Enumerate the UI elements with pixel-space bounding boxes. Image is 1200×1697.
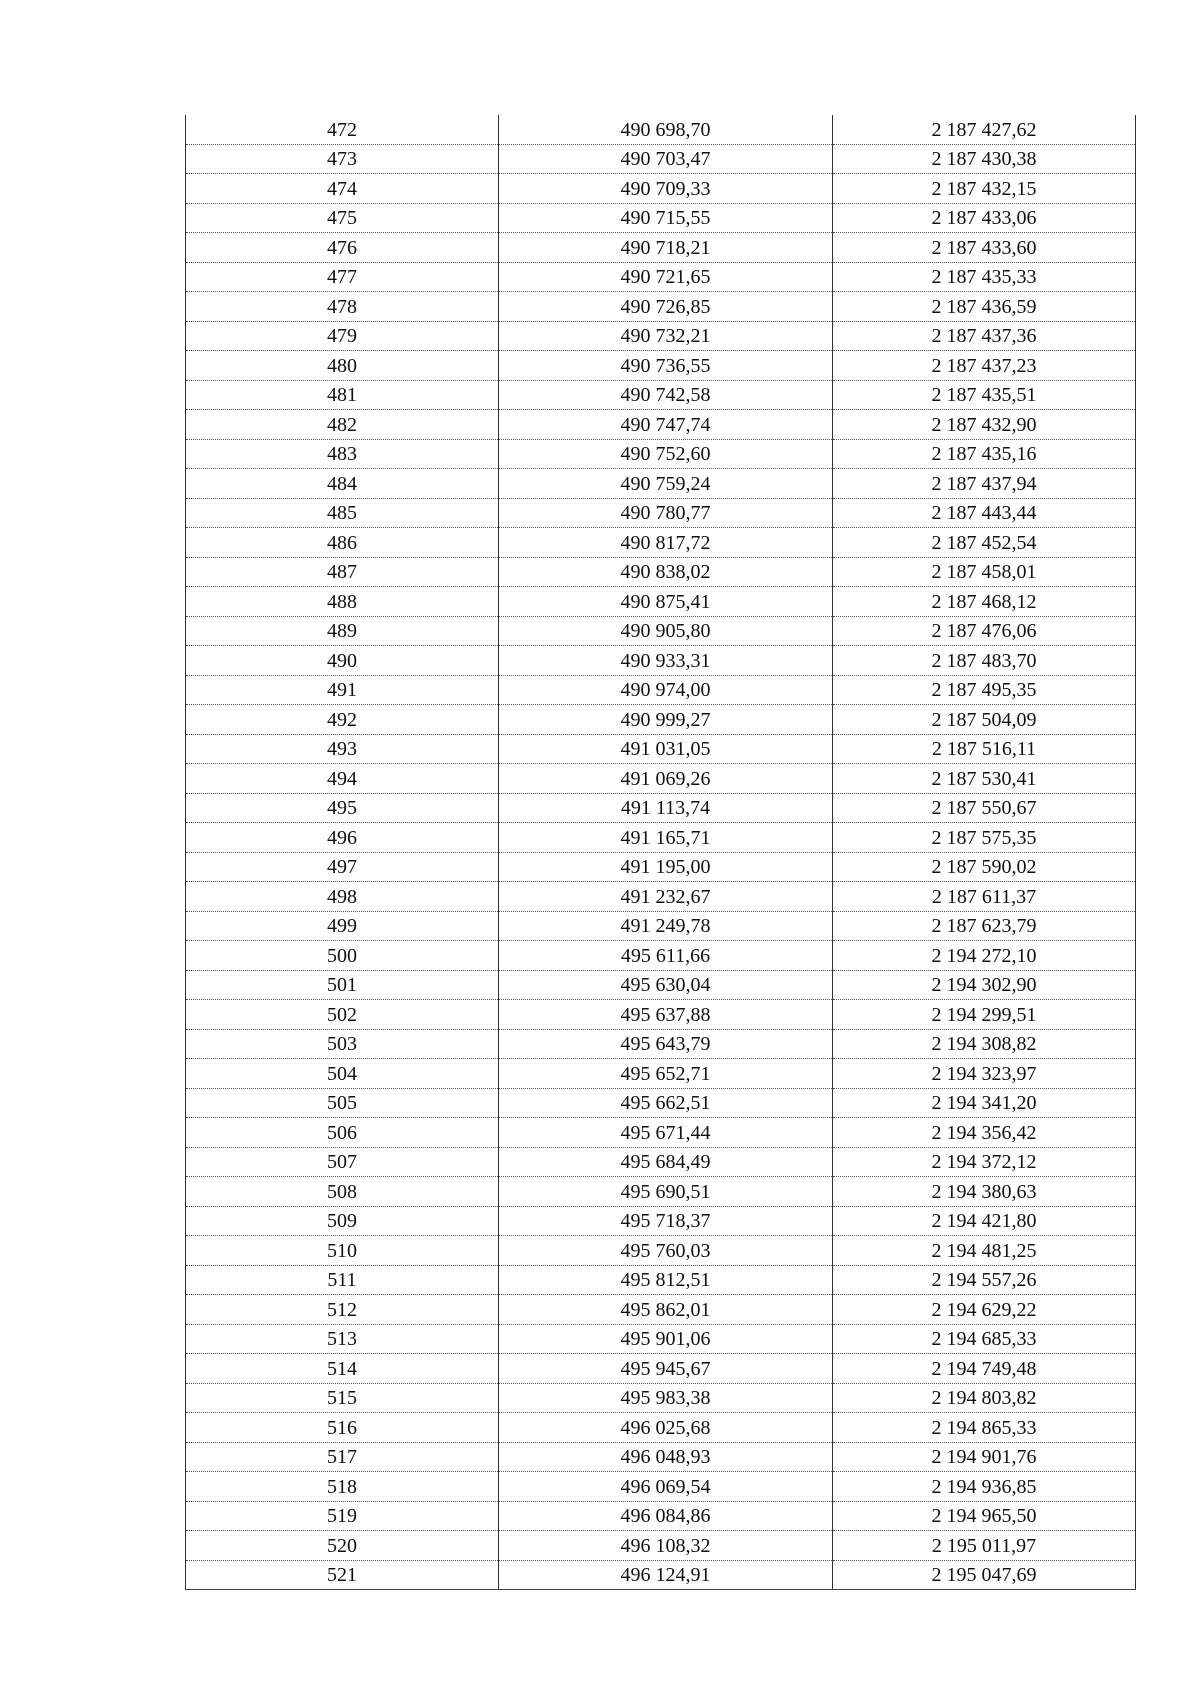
x-coordinate-cell: 495 983,38 xyxy=(499,1383,833,1413)
x-coordinate-cell: 496 108,32 xyxy=(499,1531,833,1561)
table-row xyxy=(186,1472,1136,1502)
y-coordinate-cell: 2 187 495,35 xyxy=(833,675,1136,705)
point-number-cell: 512 xyxy=(186,1295,499,1325)
y-coordinate-cell: 2 187 435,51 xyxy=(833,380,1136,410)
table-row xyxy=(186,439,1136,469)
point-number-cell: 474 xyxy=(186,174,499,204)
table-row xyxy=(186,705,1136,735)
x-coordinate-cell: 490 780,77 xyxy=(499,498,833,528)
point-number-cell: 491 xyxy=(186,675,499,705)
x-coordinate-cell: 490 732,21 xyxy=(499,321,833,351)
table-row xyxy=(186,174,1136,204)
x-coordinate-cell: 490 999,27 xyxy=(499,705,833,735)
y-coordinate-cell: 2 194 481,25 xyxy=(833,1236,1136,1266)
x-coordinate-cell: 495 671,44 xyxy=(499,1118,833,1148)
x-coordinate-cell: 495 652,71 xyxy=(499,1059,833,1089)
x-coordinate-cell: 490 933,31 xyxy=(499,646,833,676)
table-row xyxy=(186,1029,1136,1059)
x-coordinate-cell: 495 637,88 xyxy=(499,1000,833,1030)
point-number-cell: 473 xyxy=(186,144,499,174)
table-row xyxy=(186,1501,1136,1531)
y-coordinate-cell: 2 187 530,41 xyxy=(833,764,1136,794)
x-coordinate-cell: 490 759,24 xyxy=(499,469,833,499)
point-number-cell: 504 xyxy=(186,1059,499,1089)
table-row xyxy=(186,1324,1136,1354)
y-coordinate-cell: 2 194 299,51 xyxy=(833,1000,1136,1030)
point-number-cell: 514 xyxy=(186,1354,499,1384)
x-coordinate-cell: 495 812,51 xyxy=(499,1265,833,1295)
table-row xyxy=(186,528,1136,558)
point-number-cell: 483 xyxy=(186,439,499,469)
point-number-cell: 506 xyxy=(186,1118,499,1148)
table-row xyxy=(186,262,1136,292)
x-coordinate-cell: 496 069,54 xyxy=(499,1472,833,1502)
table-row xyxy=(186,646,1136,676)
point-number-cell: 497 xyxy=(186,852,499,882)
point-number-cell: 475 xyxy=(186,203,499,233)
point-number-cell: 502 xyxy=(186,1000,499,1030)
y-coordinate-cell: 2 194 685,33 xyxy=(833,1324,1136,1354)
table-row xyxy=(186,764,1136,794)
y-coordinate-cell: 2 194 557,26 xyxy=(833,1265,1136,1295)
y-coordinate-cell: 2 187 435,33 xyxy=(833,262,1136,292)
x-coordinate-cell: 490 698,70 xyxy=(499,115,833,144)
x-coordinate-cell: 495 611,66 xyxy=(499,941,833,971)
y-coordinate-cell: 2 187 611,37 xyxy=(833,882,1136,912)
table-row xyxy=(186,1383,1136,1413)
point-number-cell: 488 xyxy=(186,587,499,617)
point-number-cell: 486 xyxy=(186,528,499,558)
x-coordinate-cell: 496 025,68 xyxy=(499,1413,833,1443)
x-coordinate-cell: 495 690,51 xyxy=(499,1177,833,1207)
y-coordinate-cell: 2 187 430,38 xyxy=(833,144,1136,174)
table-row xyxy=(186,1206,1136,1236)
point-number-cell: 478 xyxy=(186,292,499,322)
y-coordinate-cell: 2 187 433,60 xyxy=(833,233,1136,263)
x-coordinate-cell: 495 643,79 xyxy=(499,1029,833,1059)
table-row xyxy=(186,292,1136,322)
table-row xyxy=(186,1413,1136,1443)
y-coordinate-cell: 2 187 432,15 xyxy=(833,174,1136,204)
point-number-cell: 518 xyxy=(186,1472,499,1502)
y-coordinate-cell: 2 194 803,82 xyxy=(833,1383,1136,1413)
x-coordinate-cell: 495 945,67 xyxy=(499,1354,833,1384)
point-number-cell: 493 xyxy=(186,734,499,764)
table-row xyxy=(186,1560,1136,1590)
x-coordinate-cell: 490 752,60 xyxy=(499,439,833,469)
table-row xyxy=(186,144,1136,174)
point-number-cell: 477 xyxy=(186,262,499,292)
point-number-cell: 492 xyxy=(186,705,499,735)
table-row xyxy=(186,233,1136,263)
point-number-cell: 517 xyxy=(186,1442,499,1472)
table-row xyxy=(186,203,1136,233)
table-row xyxy=(186,115,1136,144)
point-number-cell: 511 xyxy=(186,1265,499,1295)
x-coordinate-cell: 490 838,02 xyxy=(499,557,833,587)
y-coordinate-cell: 2 187 575,35 xyxy=(833,823,1136,853)
point-number-cell: 485 xyxy=(186,498,499,528)
y-coordinate-cell: 2 187 436,59 xyxy=(833,292,1136,322)
table-row xyxy=(186,911,1136,941)
y-coordinate-cell: 2 194 380,63 xyxy=(833,1177,1136,1207)
x-coordinate-cell: 490 747,74 xyxy=(499,410,833,440)
x-coordinate-cell: 491 232,67 xyxy=(499,882,833,912)
table-row xyxy=(186,941,1136,971)
point-number-cell: 503 xyxy=(186,1029,499,1059)
table-row xyxy=(186,1177,1136,1207)
table-row xyxy=(186,1118,1136,1148)
table-row xyxy=(186,1088,1136,1118)
table-row xyxy=(186,410,1136,440)
y-coordinate-cell: 2 195 011,97 xyxy=(833,1531,1136,1561)
x-coordinate-cell: 490 709,33 xyxy=(499,174,833,204)
y-coordinate-cell: 2 187 623,79 xyxy=(833,911,1136,941)
x-coordinate-cell: 491 165,71 xyxy=(499,823,833,853)
x-coordinate-cell: 490 736,55 xyxy=(499,351,833,381)
point-number-cell: 509 xyxy=(186,1206,499,1236)
table-row xyxy=(186,1442,1136,1472)
x-coordinate-cell: 491 249,78 xyxy=(499,911,833,941)
point-number-cell: 508 xyxy=(186,1177,499,1207)
point-number-cell: 494 xyxy=(186,764,499,794)
point-number-cell: 505 xyxy=(186,1088,499,1118)
y-coordinate-cell: 2 194 965,50 xyxy=(833,1501,1136,1531)
point-number-cell: 496 xyxy=(186,823,499,853)
table-row xyxy=(186,852,1136,882)
table-row xyxy=(186,793,1136,823)
y-coordinate-cell: 2 187 432,90 xyxy=(833,410,1136,440)
y-coordinate-cell: 2 187 590,02 xyxy=(833,852,1136,882)
table-row xyxy=(186,321,1136,351)
x-coordinate-cell: 496 048,93 xyxy=(499,1442,833,1472)
point-number-cell: 499 xyxy=(186,911,499,941)
point-number-cell: 484 xyxy=(186,469,499,499)
y-coordinate-cell: 2 187 476,06 xyxy=(833,616,1136,646)
x-coordinate-cell: 491 195,00 xyxy=(499,852,833,882)
point-number-cell: 489 xyxy=(186,616,499,646)
table-row xyxy=(186,1147,1136,1177)
x-coordinate-cell: 490 721,65 xyxy=(499,262,833,292)
y-coordinate-cell: 2 187 433,06 xyxy=(833,203,1136,233)
table-row xyxy=(186,970,1136,1000)
point-number-cell: 501 xyxy=(186,970,499,1000)
table-row xyxy=(186,557,1136,587)
y-coordinate-cell: 2 194 308,82 xyxy=(833,1029,1136,1059)
y-coordinate-cell: 2 187 516,11 xyxy=(833,734,1136,764)
point-number-cell: 521 xyxy=(186,1560,499,1590)
table-row xyxy=(186,1236,1136,1266)
y-coordinate-cell: 2 187 437,94 xyxy=(833,469,1136,499)
table-row xyxy=(186,469,1136,499)
point-number-cell: 498 xyxy=(186,882,499,912)
y-coordinate-cell: 2 187 435,16 xyxy=(833,439,1136,469)
x-coordinate-cell: 495 760,03 xyxy=(499,1236,833,1266)
x-coordinate-cell: 495 901,06 xyxy=(499,1324,833,1354)
point-number-cell: 516 xyxy=(186,1413,499,1443)
x-coordinate-cell: 495 684,49 xyxy=(499,1147,833,1177)
table-row xyxy=(186,1000,1136,1030)
x-coordinate-cell: 490 726,85 xyxy=(499,292,833,322)
x-coordinate-cell: 490 905,80 xyxy=(499,616,833,646)
y-coordinate-cell: 2 195 047,69 xyxy=(833,1560,1136,1590)
point-number-cell: 507 xyxy=(186,1147,499,1177)
y-coordinate-cell: 2 194 936,85 xyxy=(833,1472,1136,1502)
point-number-cell: 515 xyxy=(186,1383,499,1413)
x-coordinate-cell: 491 031,05 xyxy=(499,734,833,764)
table-row xyxy=(186,1059,1136,1089)
table-row xyxy=(186,675,1136,705)
point-number-cell: 519 xyxy=(186,1501,499,1531)
point-number-cell: 480 xyxy=(186,351,499,381)
y-coordinate-cell: 2 187 550,67 xyxy=(833,793,1136,823)
point-number-cell: 513 xyxy=(186,1324,499,1354)
y-coordinate-cell: 2 187 437,23 xyxy=(833,351,1136,381)
table-row xyxy=(186,1265,1136,1295)
x-coordinate-cell: 491 069,26 xyxy=(499,764,833,794)
table-row xyxy=(186,498,1136,528)
y-coordinate-cell: 2 187 452,54 xyxy=(833,528,1136,558)
coordinates-table-body xyxy=(186,115,1136,1590)
y-coordinate-cell: 2 194 901,76 xyxy=(833,1442,1136,1472)
y-coordinate-cell: 2 194 629,22 xyxy=(833,1295,1136,1325)
table-row xyxy=(186,351,1136,381)
table-row xyxy=(186,734,1136,764)
y-coordinate-cell: 2 194 865,33 xyxy=(833,1413,1136,1443)
y-coordinate-cell: 2 194 372,12 xyxy=(833,1147,1136,1177)
y-coordinate-cell: 2 194 341,20 xyxy=(833,1088,1136,1118)
x-coordinate-cell: 490 718,21 xyxy=(499,233,833,263)
table-row xyxy=(186,1531,1136,1561)
x-coordinate-cell: 491 113,74 xyxy=(499,793,833,823)
table-row xyxy=(186,616,1136,646)
x-coordinate-cell: 490 715,55 xyxy=(499,203,833,233)
x-coordinate-cell: 490 875,41 xyxy=(499,587,833,617)
y-coordinate-cell: 2 194 356,42 xyxy=(833,1118,1136,1148)
y-coordinate-cell: 2 194 421,80 xyxy=(833,1206,1136,1236)
x-coordinate-cell: 496 084,86 xyxy=(499,1501,833,1531)
table-row xyxy=(186,1354,1136,1384)
y-coordinate-cell: 2 187 458,01 xyxy=(833,557,1136,587)
x-coordinate-cell: 490 703,47 xyxy=(499,144,833,174)
x-coordinate-cell: 490 974,00 xyxy=(499,675,833,705)
x-coordinate-cell: 495 630,04 xyxy=(499,970,833,1000)
y-coordinate-cell: 2 194 749,48 xyxy=(833,1354,1136,1384)
x-coordinate-cell: 495 862,01 xyxy=(499,1295,833,1325)
x-coordinate-cell: 495 718,37 xyxy=(499,1206,833,1236)
point-number-cell: 487 xyxy=(186,557,499,587)
point-number-cell: 479 xyxy=(186,321,499,351)
y-coordinate-cell: 2 194 302,90 xyxy=(833,970,1136,1000)
point-number-cell: 490 xyxy=(186,646,499,676)
table-row xyxy=(186,1295,1136,1325)
table-row xyxy=(186,882,1136,912)
point-number-cell: 520 xyxy=(186,1531,499,1561)
table-row xyxy=(186,380,1136,410)
coordinates-table xyxy=(185,115,1136,1590)
point-number-cell: 476 xyxy=(186,233,499,263)
point-number-cell: 495 xyxy=(186,793,499,823)
table-row xyxy=(186,587,1136,617)
point-number-cell: 472 xyxy=(186,115,499,144)
point-number-cell: 510 xyxy=(186,1236,499,1266)
x-coordinate-cell: 496 124,91 xyxy=(499,1560,833,1590)
y-coordinate-cell: 2 187 437,36 xyxy=(833,321,1136,351)
point-number-cell: 500 xyxy=(186,941,499,971)
y-coordinate-cell: 2 187 483,70 xyxy=(833,646,1136,676)
x-coordinate-cell: 490 817,72 xyxy=(499,528,833,558)
y-coordinate-cell: 2 194 272,10 xyxy=(833,941,1136,971)
y-coordinate-cell: 2 187 443,44 xyxy=(833,498,1136,528)
y-coordinate-cell: 2 187 504,09 xyxy=(833,705,1136,735)
point-number-cell: 481 xyxy=(186,380,499,410)
x-coordinate-cell: 490 742,58 xyxy=(499,380,833,410)
point-number-cell: 482 xyxy=(186,410,499,440)
y-coordinate-cell: 2 194 323,97 xyxy=(833,1059,1136,1089)
y-coordinate-cell: 2 187 427,62 xyxy=(833,115,1136,144)
table-row xyxy=(186,823,1136,853)
x-coordinate-cell: 495 662,51 xyxy=(499,1088,833,1118)
y-coordinate-cell: 2 187 468,12 xyxy=(833,587,1136,617)
